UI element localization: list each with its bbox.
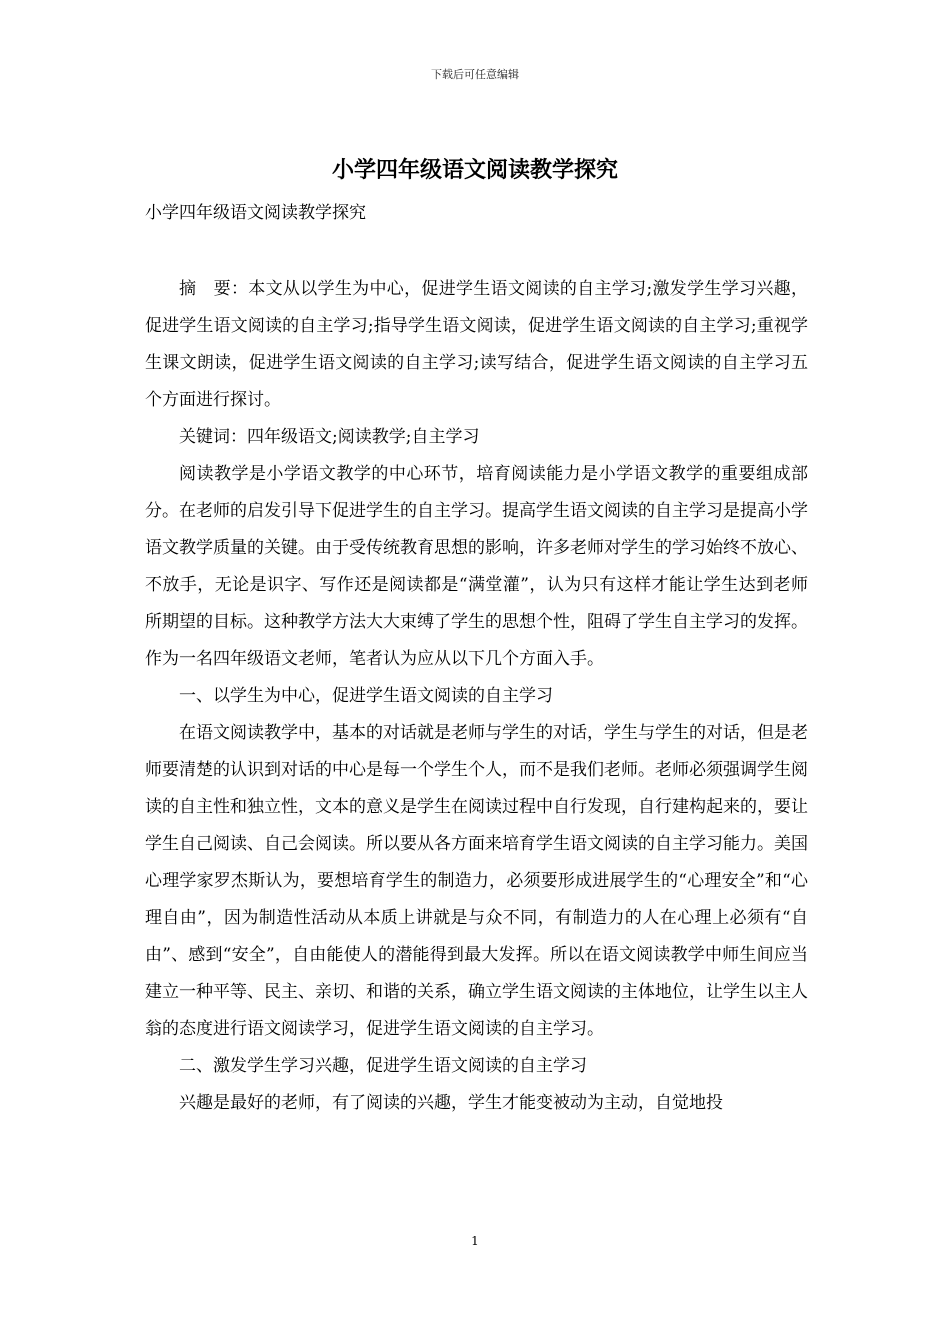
section-1-paragraph: 在语文阅读教学中，基本的对话就是老师与学生的对话，学生与学生的对话，但是老师要清楚的认识到对话的中心是每一个学生个人，而不是我们老师。老师必须强调学生阅读的自主性和独立性，文本的意义是学生在阅读过程中自行发现，自行建构起来的，要让学生自己阅读、自己会阅读。所以要从各方面来培育学生语文阅读的自主学习能力。美国心理学家罗杰斯认为，要想培育学生的制造力，必须要形成进展学生的“心理安全”和“心理自由”，因为制造性活动从本质上讲就是与众不同，有制造力的人在心理上必须有“自由”、感到“安全”，自由能使人的潜能得到最大发挥。所以在语文阅读教学中师生间应当建立一种平等、民主、亲切、和谐的关系，确立学生语文阅读的主体地位，让学生以主人翁的态度进行语文阅读学习，促进学生语文阅读的自主学习。 — [145, 723, 808, 1039]
page-number: 1 — [471, 1234, 479, 1248]
keywords-paragraph: 关键词：四年级语文;阅读教学;自主学习 — [179, 427, 480, 447]
section-heading-2: 二、激发学生学习兴趣，促进学生语文阅读的自主学习 — [179, 1056, 587, 1076]
page-header-note: 下载后可任意编辑 — [431, 68, 519, 81]
abstract-paragraph: 摘 要：本文从以学生为中心，促进学生语文阅读的自主学习;激发学生学习兴趣，促进学生语文阅读的自主学习;指导学生语文阅读，促进学生语文阅读的自主学习;重视学生课文朗读，促进学生语文阅读的自主学习;读写结合，促进学生语文阅读的自主学习五个方面进行探讨。 — [145, 279, 808, 410]
intro-paragraph: 阅读教学是小学语文教学的中心环节，培育阅读能力是小学语文教学的重要组成部分。在老师的启发引导下促进学生的自主学习。提高学生语文阅读的自主学习是提高小学语文教学质量的关键。由于受传统教育思想的影响，许多老师对学生的学习始终不放心、不放手，无论是识字、写作还是阅读都是“满堂灌”，认为只有这样才能让学生达到老师所期望的目标。这种教学方法大大束缚了学生的思想个性，阻碍了学生自主学习的发挥。作为一名四年级语文老师，笔者认为应从以下几个方面入手。 — [145, 464, 808, 669]
document-subtitle: 小学四年级语文阅读教学探究 — [145, 203, 366, 223]
section-heading-1: 一、以学生为中心，促进学生语文阅读的自主学习 — [179, 686, 553, 706]
document-body — [145, 271, 808, 1122]
document-title: 小学四年级语文阅读教学探究 — [331, 157, 618, 183]
section-2-paragraph: 兴趣是最好的老师，有了阅读的兴趣，学生才能变被动为主动，自觉地投 — [179, 1093, 723, 1113]
